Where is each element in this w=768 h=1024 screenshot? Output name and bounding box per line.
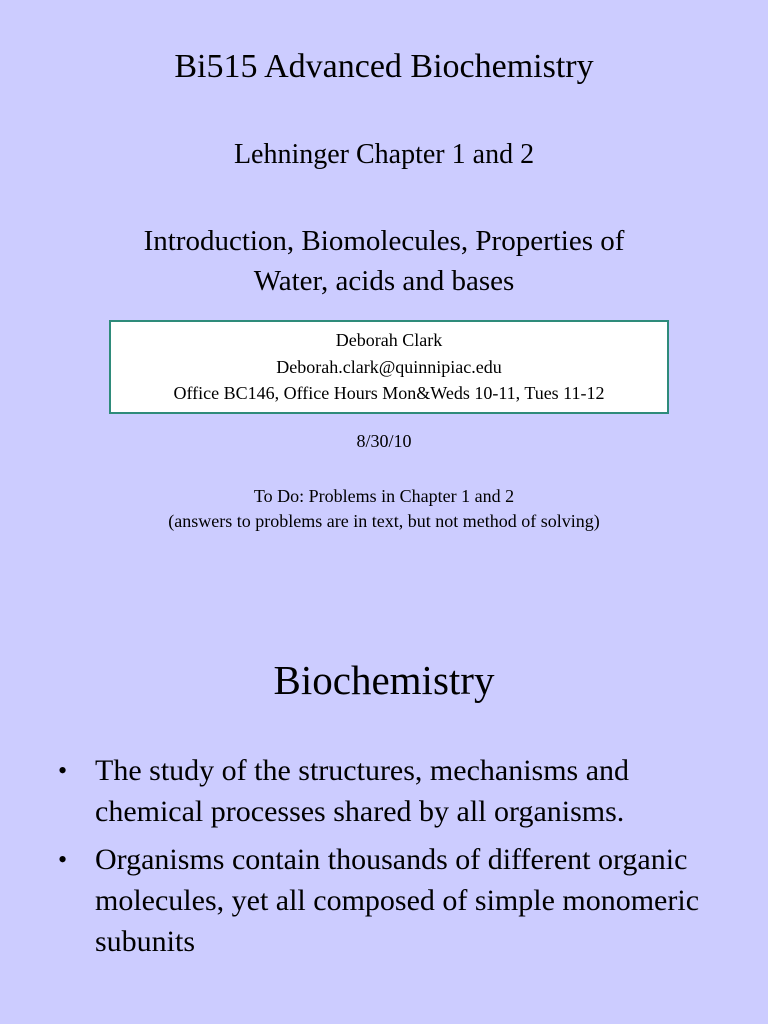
topic-line-1: Introduction, Biomolecules, Properties of (143, 225, 625, 257)
bullet-list (58, 750, 718, 969)
bullet-icon: • (58, 756, 68, 785)
date: 8/30/10 (356, 431, 412, 451)
office-hours: Office BC146, Office Hours Mon&Weds 10-11, Tues 11-12 (173, 383, 605, 403)
bullet-text: The study of the structures, mechanisms and chemical processes shared by all organisms. (95, 754, 630, 828)
topic-line-2: Water, acids and bases (253, 265, 515, 297)
slide-topic (0, 221, 768, 301)
instructor-name: Deborah Clark (335, 330, 443, 350)
todo-line-2: (answers to problems are in text, but not method of solving) (168, 511, 600, 531)
contact-box (109, 320, 669, 414)
todo-line-1: To Do: Problems in Chapter 1 and 2 (253, 486, 515, 506)
bullet-item (58, 750, 718, 832)
todo (0, 484, 768, 534)
slide-title: Biochemistry (273, 657, 495, 703)
instructor-email: Deborah.clark@quinnipiac.edu (276, 356, 502, 377)
slide-title: Bi515 Advanced Biochemistry (174, 48, 594, 85)
bullet-item (58, 839, 718, 962)
bullet-icon: • (58, 845, 68, 874)
bullet-text: Organisms contain thousands of different organic molecules, yet all composed of simple monomeric subunits (95, 843, 700, 958)
slide-subtitle: Lehninger Chapter 1 and 2 (233, 139, 535, 170)
